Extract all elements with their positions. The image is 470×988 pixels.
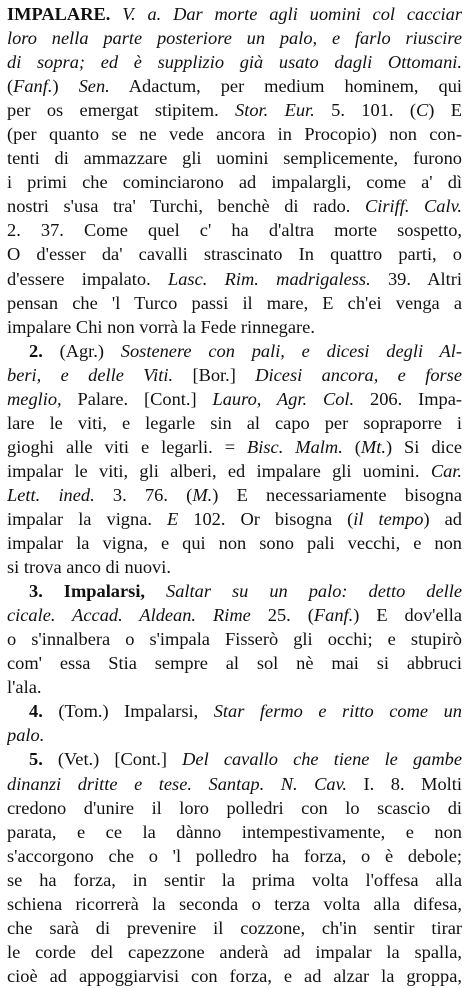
- text-segment-roman: i primi che cominciarono ad impalargli, come a' dì: [7, 172, 462, 193]
- text-line: [7, 146, 462, 170]
- text-segment-italic: Stor. Eur.: [235, 100, 315, 121]
- text-segment-italic: E: [166, 508, 179, 529]
- text-segment-roman: 2. 37. Come quel c' ha d'altra morte sospetto,: [7, 220, 462, 241]
- text-segment-italic: di sopra; ed è supplizio già usato dagli Ottomani.: [7, 52, 462, 73]
- text-segment-bold: 4.: [29, 701, 43, 722]
- text-segment-roman: ): [52, 76, 79, 97]
- text-line: [7, 531, 462, 555]
- text-line: [7, 387, 462, 411]
- text-segment-italic: C: [415, 100, 429, 121]
- text-line: [7, 796, 462, 820]
- text-line: [7, 194, 462, 218]
- text-segment-italic: Saltar su un palo: detto delle: [166, 581, 462, 602]
- text-segment-roman: 5. 101. (: [314, 100, 416, 121]
- text-segment-roman: impalar la vigna.: [7, 508, 167, 529]
- text-segment-roman: I. 8. Molti: [347, 773, 462, 794]
- text-segment-roman: le corde del capezzone anderà ad impalar la spalla,: [7, 941, 462, 962]
- text-segment-italic: Bisc. Malm.: [247, 436, 343, 457]
- text-segment-roman: Palare. [Cont.]: [61, 388, 213, 409]
- text-line: [7, 675, 462, 699]
- text-segment-roman: O d'esser da' cavalli strascinato In quattro parti, o: [7, 244, 462, 265]
- text-segment-roman: parata, e ce la dànno intempestivamente, e non: [7, 821, 462, 842]
- text-line: [7, 892, 462, 916]
- text-segment-roman: ) E dov'ella: [353, 605, 462, 626]
- text-segment-italic: V. a. Dar morte agli uomini col cacciar: [122, 4, 462, 24]
- text-segment-roman: ) E: [428, 100, 462, 121]
- text-segment-italic: cicale. Accad. Aldean. Rime: [7, 605, 251, 626]
- text-segment-roman: schiena ricorrerà la seconda o terza volta alla difesa,: [7, 893, 462, 914]
- text-line: [7, 844, 462, 868]
- text-line: [7, 699, 462, 723]
- text-segment-italic: Dicesi ancora, e forse: [255, 364, 462, 385]
- text-segment-roman: 25. (: [250, 605, 314, 626]
- text-segment-roman: o s'innalbera o s'impala Fisserò gli occhi; e stupirò: [7, 629, 462, 650]
- text-segment-bold: IMPALARE.: [7, 4, 111, 24]
- text-segment-roman: impalare Chi non vorrà la Fede rinnegare.: [7, 316, 315, 337]
- text-line: [7, 242, 462, 266]
- text-segment-italic: Sen.: [78, 76, 110, 97]
- text-segment-italic: dinanzi dritte e tese. Santap. N. Cav.: [7, 773, 347, 794]
- text-segment-italic: meglio,: [7, 388, 62, 409]
- text-segment-roman: nostri s'usa tra' Turchi, benchè di rado.: [7, 196, 365, 217]
- text-segment-roman: lare le viti, e legarle sin al capo per sopraporre i: [7, 412, 462, 433]
- text-segment-italic: Fanf.: [313, 605, 354, 626]
- text-segment-italic: Ciriff. Calv.: [364, 196, 462, 217]
- text-segment-italic: Star fermo e ritto come un: [213, 701, 462, 722]
- entry-impalare: [7, 2, 462, 988]
- text-line: [7, 170, 462, 194]
- text-segment-italic: Car.: [430, 460, 462, 481]
- text-segment-roman: 102. Or bisogna (: [178, 508, 354, 529]
- text-line: [7, 74, 462, 98]
- text-segment-bold: 2.: [29, 340, 43, 361]
- text-line: [7, 218, 462, 242]
- text-segment-roman: (Agr.): [42, 340, 121, 361]
- text-segment-italic: palo.: [7, 725, 45, 746]
- text-line: [7, 315, 462, 339]
- text-segment-roman: si trova anco di nuovi.: [7, 557, 171, 578]
- text-segment-italic: Lauro, Agr. Col.: [212, 388, 355, 409]
- text-segment-roman: cioè ad appoggiarvisi con forza, e ad alzar la groppa,: [7, 965, 462, 986]
- text-segment-roman: [Bor.]: [173, 364, 256, 385]
- text-segment-roman: tenti di ammazzare gli uomini semplicemente, furono: [7, 148, 462, 169]
- text-segment-roman: d'essere impalato.: [7, 268, 168, 289]
- text-line: [7, 964, 462, 988]
- text-segment-roman: impalar la vigna, e qui non sono pali vecchi, e non: [7, 533, 462, 554]
- text-line: [7, 50, 462, 74]
- text-line: [7, 291, 462, 315]
- text-segment-roman: (per quanto se ne vede ancora in Procopio) non con-: [7, 124, 462, 145]
- text-segment-roman: se ha forza, in sentir la prima volta l'offesa alla: [7, 869, 462, 890]
- text-segment-roman: credono d'unire il loro polledri con lo scascio di: [7, 797, 462, 818]
- text-line: [7, 627, 462, 651]
- text-segment-roman: pensan che 'l Turco passi il mare, E ch'ei venga a: [7, 292, 462, 313]
- text-segment-roman: ) Si dice: [385, 436, 462, 457]
- text-segment-roman: 39. Altri: [370, 268, 462, 289]
- text-segment-roman: 206. Impa-: [354, 388, 462, 409]
- text-line: [7, 723, 462, 747]
- text-segment-roman: [110, 4, 122, 24]
- text-segment-italic: beri, e delle Viti.: [7, 364, 174, 385]
- text-segment-bold: Impalarsi,: [63, 581, 146, 602]
- text-segment-roman: (Tom.) Impalarsi,: [42, 701, 214, 722]
- text-line: [7, 459, 462, 483]
- text-segment-roman: (: [342, 436, 361, 457]
- text-segment-roman: Adactum, per medium hominem, qui: [109, 76, 462, 97]
- text-line: [7, 483, 462, 507]
- text-segment-roman: (Vet.) [Cont.]: [42, 749, 183, 770]
- text-line: [7, 2, 462, 26]
- text-segment-roman: [43, 581, 64, 601]
- text-segment-roman: gioghi alle viti e legarli. =: [7, 436, 248, 457]
- text-line: [7, 435, 462, 459]
- text-line: [7, 555, 462, 579]
- text-line: [7, 579, 462, 603]
- text-line: [7, 820, 462, 844]
- text-line: [7, 122, 462, 146]
- text-segment-roman: com' essa Stia sempre al sol nè mai si abbruci: [7, 653, 462, 674]
- text-line: [7, 267, 462, 291]
- text-segment-italic: Lett. ined.: [7, 484, 95, 505]
- text-segment-roman: [145, 581, 166, 601]
- text-line: [7, 339, 462, 363]
- text-segment-roman: per os emergat stipitem.: [7, 100, 236, 121]
- text-segment-italic: Lasc. Rim. madrigaless.: [168, 268, 371, 289]
- text-line: [7, 868, 462, 892]
- text-segment-roman: ) E necessariamente bisogna: [212, 484, 462, 505]
- text-line: [7, 98, 462, 122]
- text-segment-italic: M.: [192, 484, 213, 505]
- text-segment-roman: l'ala.: [7, 677, 42, 698]
- text-segment-italic: il tempo: [353, 508, 424, 529]
- text-line: [7, 772, 462, 796]
- text-segment-italic: loro nella parte posteriore un palo, e farlo riuscire: [7, 28, 462, 49]
- text-segment-bold: 3.: [29, 581, 43, 602]
- text-line: [7, 507, 462, 531]
- text-segment-italic: Del cavallo che tiene le gambe: [182, 749, 462, 770]
- text-line: [7, 363, 462, 387]
- text-segment-roman: che sarà di prevenire il cozzone, ch'in sentir tirar: [7, 917, 462, 938]
- text-line: [7, 651, 462, 675]
- text-segment-roman: (: [7, 76, 14, 97]
- text-segment-bold: 5.: [29, 749, 43, 770]
- text-segment-roman: ) ad: [423, 508, 462, 529]
- text-line: [7, 940, 462, 964]
- text-segment-roman: 3. 76. (: [94, 484, 193, 505]
- text-line: [7, 747, 462, 771]
- text-segment-roman: impalar le viti, gli alberi, ed impalare gli uomini.: [7, 460, 431, 481]
- text-segment-italic: Mt.: [360, 436, 386, 457]
- text-line: [7, 603, 462, 627]
- text-segment-italic: Sostenere con pali, e dicesi degli Al-: [120, 340, 462, 361]
- text-line: [7, 26, 462, 50]
- text-line: [7, 916, 462, 940]
- text-segment-roman: s'accorgono che o 'l polledro ha forza, o è debole;: [7, 845, 462, 866]
- text-line: [7, 411, 462, 435]
- text-segment-italic: Fanf.: [13, 76, 53, 97]
